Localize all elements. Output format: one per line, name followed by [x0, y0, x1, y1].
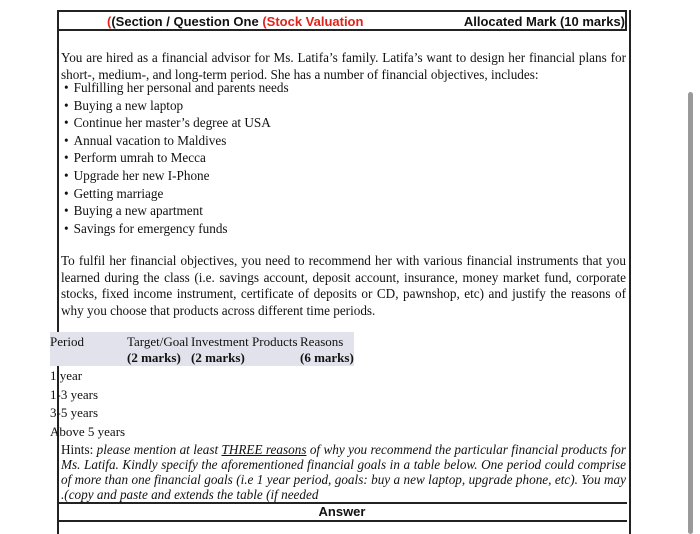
scrollbar[interactable] [688, 92, 693, 534]
list-item: • Perform umrah to Mecca [64, 149, 289, 167]
question-header [57, 10, 627, 31]
list-item: • Savings for emergency funds [64, 220, 289, 238]
section-title: ((Section / Question One (Stock Valuation [107, 14, 364, 29]
col-period: Period [50, 334, 84, 349]
list-item: • Fulfilling her personal and parents needs [64, 79, 289, 97]
hints-paragraph: Hints: please mention at least THREE reasons of why you recommend the particular financial products for Ms. Latifa. Kindly specify the aforementioned financial goals in a table below. One period could comprise of more than one financial goals (i.e 1 year period, goals: buy a new laptop, upgrade phone, etc). You may .(copy and paste and extends the table (if needed [61, 442, 626, 502]
list-item: • Upgrade her new I-Phone [64, 167, 289, 185]
table-row: Above 5 years [50, 423, 126, 439]
col-reasons-marks: (6 marks) [300, 350, 354, 365]
objectives-list [64, 79, 289, 237]
list-item: • Buying a new apartment [64, 202, 289, 220]
table-row: 1-3 years [50, 386, 99, 402]
list-item: • Buying a new laptop [64, 97, 289, 115]
intro-paragraph: You are hired as a financial advisor for Ms. Latifa’s family. Latifa’s want to design her financial plans for short-, medium-, and long-term period. She has a number of financial objectives, includes: [61, 50, 626, 82]
list-item: • Getting marriage [64, 185, 289, 203]
col-target-marks: (2 marks) [127, 350, 181, 365]
list-item: • Continue her master’s degree at USA [64, 114, 289, 132]
col-reasons: Reasons [300, 334, 344, 349]
list-item: • Annual vacation to Maldives [64, 132, 289, 150]
instructions-paragraph: To fulfil her financial objectives, you need to recommend her with various financial instruments that you learned during the class (i.e. savings account, deposit account, insurance, money market fund, corporate stocks, fixed income instrument, certificate of deposits or CD, pawnshop, etc) and justify the reasons of why you choose that products across different time periods. [61, 253, 626, 318]
period-rows [50, 367, 125, 441]
table-header [50, 332, 354, 366]
col-products: Investment Products [191, 334, 298, 349]
col-products-marks: (2 marks) [191, 350, 245, 365]
allocated-mark: Allocated Mark (10 marks) [463, 14, 625, 29]
col-target: Target/Goal [127, 334, 189, 349]
table-row: 3-5 years [50, 405, 99, 421]
answer-label: Answer [57, 502, 627, 522]
table-row: 1 year [50, 368, 83, 383]
